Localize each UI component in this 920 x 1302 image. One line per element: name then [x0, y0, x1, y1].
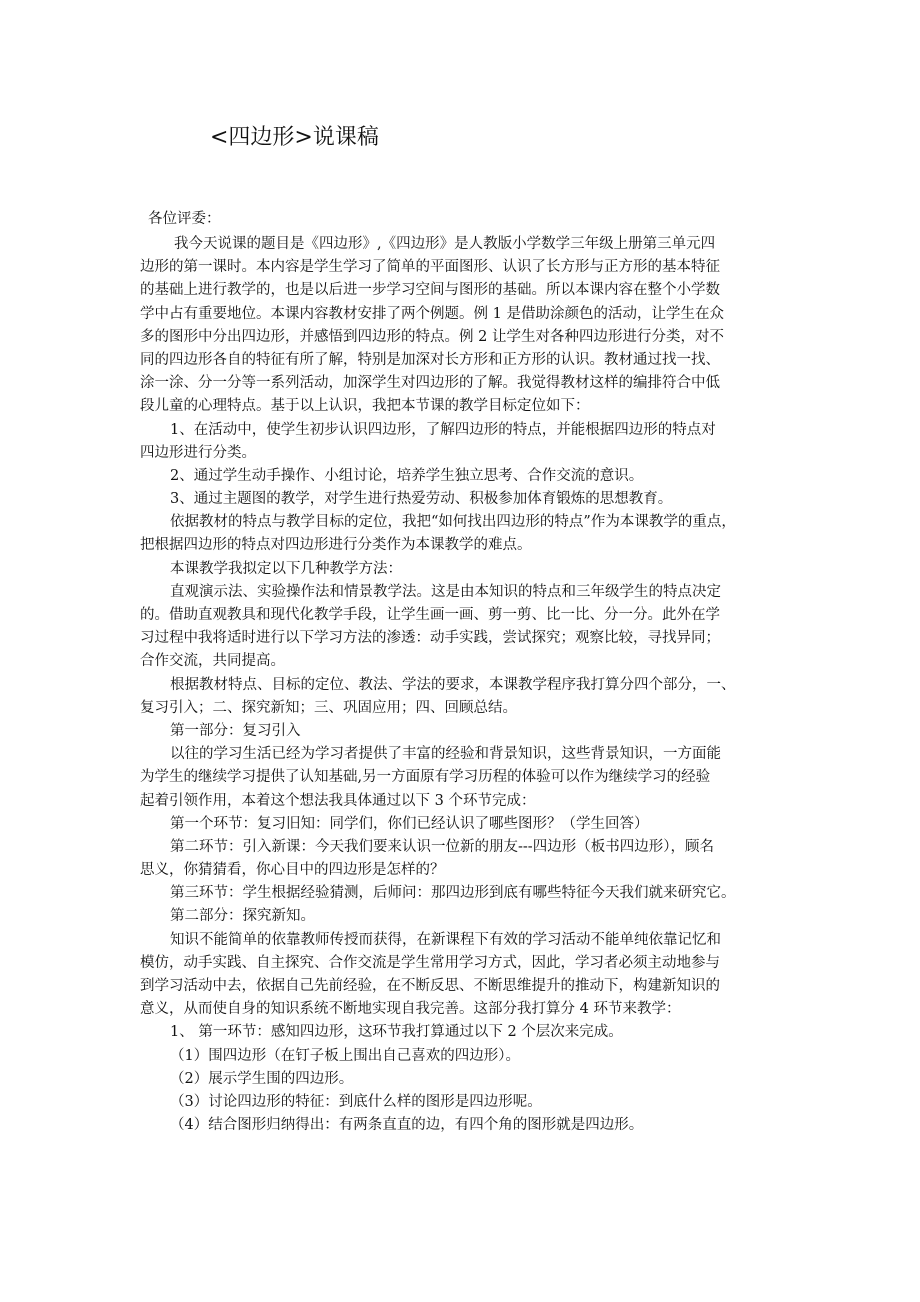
document-body: [140, 233, 800, 1137]
paragraph-line: 段儿童的心理特点。基于以上认识，我把本节课的教学目标定位如下：: [140, 398, 590, 415]
paragraph-line: 根据教材特点、目标的定位、教法、学法的要求，本课教学程序我打算分四个部分，一、: [170, 676, 736, 693]
paragraph-line: 依据教材的特点与教学目标的定位，我把“如何找出四边形的特点”作为本课教学的重点，: [170, 514, 736, 531]
paragraph-line: 模仿，动手实践、自主探究、合作交流是学生常用学习方式，因此，学习者必须主动地参与: [140, 954, 720, 971]
list-item: （4）结合图形归纳得出：有两条直直的边，有四个角的图形就是四边形。: [170, 1117, 644, 1134]
paragraph-line: 第一个环节：复习旧知：同学们，你们已经认识了哪些图形？（学生回答）: [170, 815, 649, 832]
paragraph-line: 第二环节：引入新课：今天我们要来认识一位新的朋友---四边形（板书四边形），顾名: [170, 838, 714, 855]
paragraph-line: 把根据四边形的特点对四边形进行分类作为本课教学的难点。: [140, 537, 532, 554]
paragraph-line: 到学习活动中去，依据自己先前经验，在不断反思、不断思维提升的推动下，构建新知识的: [140, 978, 720, 994]
paragraph-line: 复习引入；二、探究新知；三、巩固应用；四、回顾总结。: [140, 699, 517, 716]
paragraph-line: 直观演示法、实验操作法和情景教学法。这是由本知识的特点和三年级学生的特点决定: [170, 583, 721, 600]
salutation: 各位评委：: [148, 211, 221, 227]
paragraph-line: 为学生的继续学习提供了认知基础,另一方面原有学习历程的体验可以作为继续学习的经验: [140, 769, 711, 786]
objective-item: 1、在活动中，使学生初步认识四边形，了解四边形的特点，并能根据四边形的特点对: [170, 421, 716, 438]
paragraph-line: 以往的学习生活已经为学习者提供了丰富的经验和背景知识，这些背景知识，一方面能: [170, 746, 721, 763]
paragraph-line: 涂一涂、分一分等一系列活动，加深学生对四边形的了解。我觉得教材这样的编排符合中低: [140, 375, 720, 392]
list-item: （1）围四边形（在钉子板上围出自己喜欢的四边形）。: [170, 1047, 520, 1064]
paragraph-line: 意义，从而使自身的知识系统不断地实现自我完善。这部分我打算分 4 环节来教学：: [140, 1001, 681, 1018]
paragraph-line: 第三环节：学生根据经验猜测，后师问：那四边形到底有哪些特征今天我们就来研究它。: [170, 885, 736, 902]
paragraph-line: 习过程中我将适时进行以下学习方法的渗透：动手实践，尝试探究；观察比较，寻找异同；: [140, 630, 720, 647]
document-title: <四边形>说课稿: [210, 125, 379, 150]
paragraph-line: 同的四边形各自的特征有所了解，特别是加深对长方形和正方形的认识。教材通过找一找、: [140, 351, 720, 368]
paragraph-line: 合作交流，共同提高。: [140, 653, 285, 670]
paragraph-line: 的基础上进行教学的，也是以后进一步学习空间与图形的基础。所以本课内容在整个小学数: [140, 282, 720, 299]
objective-item: 3、通过主题图的教学，对学生进行热爱劳动、积极参加体育锻炼的思想教育。: [170, 491, 673, 508]
section-heading: 第一部分：复习引入: [170, 722, 301, 739]
list-item: （3）讨论四边形的特征：到底什么样的图形是四边形呢。: [170, 1093, 542, 1110]
paragraph-line: 思义，你猜猜看，你心目中的四边形是怎样的？: [140, 862, 445, 879]
paragraph-line: 起着引领作用，本着这个想法我具体通过以下 3 个环节完成：: [140, 792, 536, 809]
paragraph-line: 学中占有重要地位。本课内容教材安排了两个例题。例 1 是借助涂颜色的活动，让学生在众: [140, 305, 724, 322]
section-heading: 第二部分：探究新知。: [170, 908, 315, 925]
list-item: 1、 第一环节：感知四边形，这环节我打算通过以下 2 个层次来完成。: [170, 1024, 623, 1041]
list-item: （2）展示学生围的四边形。: [170, 1070, 354, 1087]
paragraph-line: 多的图形中分出四边形，并感悟到四边形的特点。例 2 让学生对各种四边形进行分类，对不: [140, 328, 724, 345]
paragraph-line: 我今天说课的题目是《四边形》,《四边形》是人教版小学数学三年级上册第三单元四: [174, 236, 716, 252]
paragraph-line: 本课教学我拟定以下几种教学方法：: [170, 560, 402, 577]
paragraph-line: 的。借助直观教具和现代化教学手段，让学生画一画、剪一剪、比一比、分一分。此外在学: [140, 607, 720, 623]
paragraph-line: 四边形进行分类。: [140, 444, 256, 461]
paragraph-line: 知识不能简单的依靠教师传授而获得，在新课程下有效的学习活动不能单纯依靠记忆和: [170, 931, 721, 948]
paragraph-line: 边形的第一课时。本内容是学生学习了简单的平面图形、认识了长方形与正方形的基本特征: [140, 259, 720, 276]
objective-item: 2、通过学生动手操作、小组讨论，培养学生独立思考、合作交流的意识。: [170, 467, 644, 484]
